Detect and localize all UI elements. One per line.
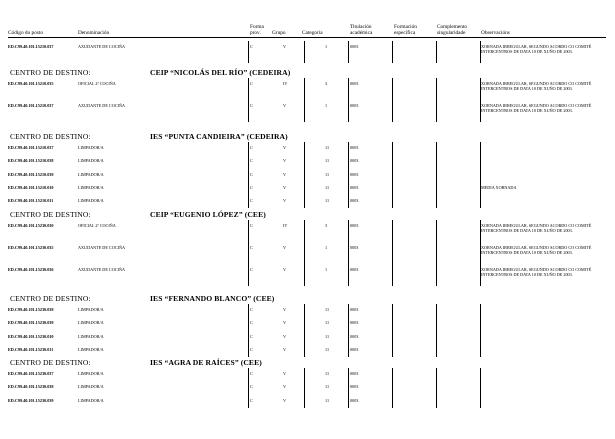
column-rule bbox=[248, 331, 249, 344]
column-rule bbox=[304, 344, 305, 357]
column-rule bbox=[248, 220, 249, 242]
forma-prov: C bbox=[250, 184, 253, 190]
titulacion: 0003 bbox=[350, 158, 359, 164]
denominacion: LIMPADOR/A bbox=[78, 346, 104, 352]
column-rule bbox=[480, 169, 481, 182]
column-rule bbox=[348, 395, 349, 408]
denominacion: LIMPADOR/A bbox=[78, 307, 104, 312]
section-centre-name: IES “AGRA DE RAÍCES” (CEE) bbox=[150, 358, 262, 367]
grupo: V bbox=[283, 371, 287, 376]
column-rule bbox=[248, 368, 249, 381]
column-rule bbox=[392, 182, 393, 195]
titulacion: 0003 bbox=[350, 397, 359, 403]
grupo: V bbox=[283, 384, 287, 390]
posto-code: ED.C99.40.101.15230.030 bbox=[8, 223, 54, 228]
column-rule bbox=[480, 395, 481, 408]
column-rule bbox=[436, 169, 437, 182]
posto-code: ED.C99.40.101.15230.010 bbox=[8, 333, 54, 339]
denominacion: LIMPADOR/A bbox=[78, 198, 104, 204]
column-rule bbox=[304, 41, 305, 63]
column-rule bbox=[348, 155, 349, 168]
column-rule bbox=[392, 304, 393, 317]
section-label: CENTRO DE DESTINO: bbox=[10, 210, 91, 219]
column-rule bbox=[304, 78, 305, 100]
column-rule bbox=[348, 182, 349, 195]
header-forma-line2: prov. bbox=[250, 30, 261, 36]
categoria: 3 bbox=[325, 81, 328, 86]
categoria: 11 bbox=[325, 145, 330, 150]
column-rule bbox=[480, 368, 481, 381]
column-rule bbox=[248, 264, 249, 286]
categoria: 11 bbox=[325, 346, 330, 352]
denominacion: AXUDANTE DE COCIÑA bbox=[78, 245, 125, 250]
forma-prov: C bbox=[250, 307, 253, 312]
observacions: XORNADA IRREGULAR, SEGUNDO ACORDO CO COMITÉ INTERCENTROS DE DATA 10 DE XUÑO DE 2003. bbox=[481, 81, 592, 92]
titulacion: 0003 bbox=[350, 81, 359, 86]
column-rule bbox=[480, 142, 481, 155]
column-rule bbox=[248, 381, 249, 394]
denominacion: AXUDANTE DE COCIÑA bbox=[78, 103, 125, 108]
denominacion: LIMPADOR/A bbox=[78, 333, 104, 339]
section-label: CENTRO DE DESTINO: bbox=[10, 294, 91, 303]
titulacion: 0003 bbox=[350, 307, 359, 312]
column-rule bbox=[480, 195, 481, 208]
column-rule bbox=[480, 317, 481, 330]
grupo: V bbox=[283, 171, 287, 177]
denominacion: AXUDANTE DE COCIÑA bbox=[78, 267, 125, 272]
observacions: XORNADA IRREGULAR, SEGUNDO ACORDO CO COMITÉ INTERCENTROS DE DATA 10 DE XUÑO DE 2003. bbox=[481, 245, 592, 256]
column-rule bbox=[392, 264, 393, 286]
categoria: 1 bbox=[325, 267, 328, 272]
column-rule bbox=[436, 41, 437, 63]
posto-code: ED.C99.40.101.15230.038 bbox=[8, 384, 54, 390]
grupo: V bbox=[283, 158, 287, 164]
titulacion: 0003 bbox=[350, 245, 359, 250]
column-rule bbox=[480, 155, 481, 168]
denominacion: OFICIAL 2ª COCIÑA bbox=[78, 81, 116, 86]
grupo: V bbox=[283, 245, 287, 250]
categoria: 1 bbox=[325, 44, 328, 49]
forma-prov: C bbox=[250, 384, 253, 390]
categoria: 11 bbox=[325, 333, 330, 339]
column-rule bbox=[392, 331, 393, 344]
column-rule bbox=[348, 78, 349, 100]
titulacion: 0003 bbox=[350, 371, 359, 376]
forma-prov: C bbox=[250, 145, 253, 150]
column-rule bbox=[436, 195, 437, 208]
column-rule bbox=[304, 100, 305, 122]
grupo: V bbox=[283, 44, 287, 49]
grupo: V bbox=[283, 103, 287, 108]
column-rule bbox=[304, 220, 305, 242]
forma-prov: C bbox=[250, 333, 253, 339]
column-rule bbox=[436, 395, 437, 408]
grupo: V bbox=[283, 307, 287, 312]
column-rule bbox=[436, 242, 437, 264]
column-rule bbox=[248, 182, 249, 195]
observacions: XORNADA IRREGULAR, SEGUNDO ACORDO CO COMITÉ INTERCENTROS DE DATA 10 DE XUÑO DE 2003. bbox=[481, 103, 592, 114]
forma-prov: C bbox=[250, 320, 253, 326]
posto-code: ED.C99.40.101.15210.011 bbox=[8, 198, 54, 204]
titulacion: 0003 bbox=[350, 44, 359, 49]
column-rule bbox=[248, 344, 249, 357]
posto-code: ED.C99.40.101.15230.036 bbox=[8, 267, 54, 272]
column-rule bbox=[348, 242, 349, 264]
column-rule bbox=[348, 317, 349, 330]
posto-code: ED.C99.40.101.15210.035 bbox=[8, 81, 54, 86]
column-rule bbox=[436, 220, 437, 242]
column-rule bbox=[304, 182, 305, 195]
column-rule bbox=[436, 304, 437, 317]
posto-code: ED.C99.40.101.15230.039 bbox=[8, 320, 54, 326]
column-rule bbox=[304, 304, 305, 317]
observacions: MEDIA XORNADA bbox=[481, 184, 517, 190]
titulacion: 0003 bbox=[350, 223, 359, 228]
denominacion: AXUDANTE DE COCIÑA bbox=[78, 44, 125, 49]
categoria: 11 bbox=[325, 384, 330, 390]
grupo: IV bbox=[283, 81, 288, 86]
categoria: 1 bbox=[325, 103, 328, 108]
column-rule bbox=[436, 182, 437, 195]
column-rule bbox=[392, 100, 393, 122]
column-rule bbox=[392, 220, 393, 242]
column-rule bbox=[248, 242, 249, 264]
denominacion: LIMPADOR/A bbox=[78, 371, 104, 376]
column-rule bbox=[480, 381, 481, 394]
grupo: V bbox=[283, 397, 287, 403]
column-rule bbox=[392, 368, 393, 381]
categoria: 11 bbox=[325, 371, 330, 376]
categoria: 1 bbox=[325, 245, 328, 250]
categoria: 11 bbox=[325, 320, 330, 326]
column-rule bbox=[392, 78, 393, 100]
column-rule bbox=[392, 41, 393, 63]
column-rule bbox=[248, 100, 249, 122]
posto-code: ED.C99.40.101.15210.038 bbox=[8, 158, 54, 164]
categoria: 11 bbox=[325, 198, 330, 204]
header-denominacion: Denominación bbox=[78, 30, 110, 36]
column-rule bbox=[248, 317, 249, 330]
posto-code: ED.C99.40.101.15230.011 bbox=[8, 346, 54, 352]
titulacion: 0003 bbox=[350, 333, 359, 339]
posto-code: ED.C99.40.101.15210.037 bbox=[8, 145, 54, 150]
header-formacion-line2: específica bbox=[394, 30, 416, 36]
header-rule bbox=[8, 37, 606, 38]
denominacion: LIMPADOR/A bbox=[78, 158, 104, 164]
header-codigo: Código do posto bbox=[8, 30, 44, 36]
forma-prov: C bbox=[250, 223, 253, 228]
grupo: V bbox=[283, 145, 287, 150]
forma-prov: C bbox=[250, 245, 253, 250]
titulacion: 0003 bbox=[350, 320, 359, 326]
column-rule bbox=[304, 195, 305, 208]
column-rule bbox=[348, 368, 349, 381]
column-rule bbox=[348, 331, 349, 344]
column-rule bbox=[304, 264, 305, 286]
column-rule bbox=[436, 317, 437, 330]
titulacion: 0003 bbox=[350, 184, 359, 190]
column-rule bbox=[436, 78, 437, 100]
column-rule bbox=[304, 317, 305, 330]
header-complemento-line1: Complemento bbox=[437, 24, 468, 30]
forma-prov: C bbox=[250, 397, 253, 403]
posto-code: ED.C99.40.101.15210.039 bbox=[8, 171, 54, 177]
forma-prov: C bbox=[250, 198, 253, 204]
column-rule bbox=[248, 195, 249, 208]
grupo: V bbox=[283, 346, 287, 352]
denominacion: OFICIAL 2ª COCIÑA bbox=[78, 223, 116, 228]
column-rule bbox=[348, 220, 349, 242]
posto-code: ED.C99.40.101.15210.037 bbox=[8, 103, 54, 108]
column-rule bbox=[348, 41, 349, 63]
titulacion: 0003 bbox=[350, 103, 359, 108]
header-categoria: Categoría bbox=[302, 30, 323, 36]
column-rule bbox=[436, 331, 437, 344]
forma-prov: C bbox=[250, 81, 253, 86]
titulacion: 0003 bbox=[350, 171, 359, 177]
column-rule bbox=[348, 264, 349, 286]
column-rule bbox=[348, 100, 349, 122]
column-rule bbox=[248, 78, 249, 100]
denominacion: LIMPADOR/A bbox=[78, 397, 104, 403]
posto-code: ED.C99.40.101.15210.010 bbox=[8, 184, 54, 190]
column-rule bbox=[348, 344, 349, 357]
column-rule bbox=[480, 344, 481, 357]
forma-prov: C bbox=[250, 158, 253, 164]
titulacion: 0003 bbox=[350, 267, 359, 272]
categoria: 11 bbox=[325, 307, 330, 312]
titulacion: 0003 bbox=[350, 198, 359, 204]
column-rule bbox=[436, 155, 437, 168]
column-rule bbox=[392, 381, 393, 394]
titulacion: 0003 bbox=[350, 346, 359, 352]
column-rule bbox=[304, 331, 305, 344]
column-rule bbox=[304, 242, 305, 264]
forma-prov: C bbox=[250, 171, 253, 177]
column-rule bbox=[392, 242, 393, 264]
posto-code: ED.C99.40.101.15230.039 bbox=[8, 397, 54, 403]
column-rule bbox=[392, 195, 393, 208]
categoria: 11 bbox=[325, 158, 330, 164]
titulacion: 0003 bbox=[350, 145, 359, 150]
column-rule bbox=[248, 155, 249, 168]
section-centre-name: CEIP “NICOLÁS DEL RÍO” (CEDEIRA) bbox=[150, 68, 291, 77]
column-rule bbox=[436, 142, 437, 155]
column-rule bbox=[480, 304, 481, 317]
column-rule bbox=[304, 155, 305, 168]
denominacion: LIMPADOR/A bbox=[78, 171, 104, 177]
forma-prov: C bbox=[250, 371, 253, 376]
column-rule bbox=[248, 395, 249, 408]
column-rule bbox=[392, 142, 393, 155]
column-rule bbox=[392, 344, 393, 357]
denominacion: LIMPADOR/A bbox=[78, 320, 104, 326]
header-titulacion-line1: Titulación bbox=[350, 24, 372, 30]
column-rule bbox=[436, 368, 437, 381]
column-rule bbox=[436, 264, 437, 286]
header-formacion-line1: Formación bbox=[394, 24, 417, 30]
column-rule bbox=[436, 381, 437, 394]
header-forma-line1: Forma bbox=[250, 24, 264, 30]
column-rule bbox=[304, 381, 305, 394]
posto-code: ED.C99.40.101.15230.035 bbox=[8, 245, 54, 250]
column-rule bbox=[304, 169, 305, 182]
column-rule bbox=[348, 142, 349, 155]
column-rule bbox=[436, 100, 437, 122]
header-grupo: Grupo bbox=[272, 30, 286, 36]
denominacion: LIMPADOR/A bbox=[78, 184, 104, 190]
forma-prov: C bbox=[250, 103, 253, 108]
column-rule bbox=[348, 169, 349, 182]
categoria: 3 bbox=[325, 223, 328, 228]
column-rule bbox=[436, 344, 437, 357]
column-rule bbox=[348, 304, 349, 317]
header-complemento-line2: singularidade bbox=[437, 30, 466, 36]
categoria: 11 bbox=[325, 184, 330, 190]
section-centre-name: IES “FERNANDO BLANCO” (CEE) bbox=[150, 294, 275, 303]
column-rule bbox=[304, 142, 305, 155]
observacions: XORNADA IRREGULAR, SEGUNDO ACORDO CO COMITÉ INTERCENTROS DE DATA 10 DE XUÑO DE 2003. bbox=[481, 267, 592, 278]
forma-prov: C bbox=[250, 267, 253, 272]
observacions: XORNADA IRREGULAR, SEGUNDO ACORDO CO COMITÉ INTERCENTROS DE DATA 10 DE XUÑO DE 2003. bbox=[481, 223, 592, 234]
grupo: V bbox=[283, 267, 287, 272]
titulacion: 0003 bbox=[350, 384, 359, 390]
section-label: CENTRO DE DESTINO: bbox=[10, 358, 91, 367]
categoria: 11 bbox=[325, 397, 330, 403]
posto-code: ED.C99.40.101.15230.038 bbox=[8, 307, 54, 312]
header-observacions: Observacións bbox=[481, 30, 510, 36]
column-rule bbox=[348, 195, 349, 208]
column-rule bbox=[304, 368, 305, 381]
grupo: V bbox=[283, 184, 287, 190]
header-titulacion-line2: académica bbox=[350, 30, 373, 36]
column-rule bbox=[392, 317, 393, 330]
section-label: CENTRO DE DESTINO: bbox=[10, 68, 91, 77]
column-rule bbox=[392, 155, 393, 168]
posto-code: ED.C99.40.101.15210.037 bbox=[8, 44, 54, 49]
column-rule bbox=[392, 395, 393, 408]
column-rule bbox=[248, 41, 249, 63]
column-rule bbox=[248, 169, 249, 182]
posto-code: ED.C99.40.101.15230.037 bbox=[8, 371, 54, 376]
column-rule bbox=[304, 395, 305, 408]
grupo: V bbox=[283, 198, 287, 204]
section-centre-name: IES “PUNTA CANDIEIRA” (CEDEIRA) bbox=[150, 132, 288, 141]
column-rule bbox=[248, 304, 249, 317]
categoria: 11 bbox=[325, 171, 330, 177]
section-label: CENTRO DE DESTINO: bbox=[10, 132, 91, 141]
grupo: V bbox=[283, 320, 287, 326]
denominacion: LIMPADOR/A bbox=[78, 384, 104, 390]
denominacion: LIMPADOR/A bbox=[78, 145, 104, 150]
column-rule bbox=[392, 169, 393, 182]
column-rule bbox=[348, 381, 349, 394]
forma-prov: C bbox=[250, 346, 253, 352]
column-rule bbox=[248, 142, 249, 155]
forma-prov: C bbox=[250, 44, 253, 49]
section-centre-name: CEIP “EUGENIO LÓPEZ” (CEE) bbox=[150, 210, 266, 219]
grupo: IV bbox=[283, 223, 288, 228]
observacions: XORNADA IRREGULAR, SEGUNDO ACORDO CO COMITÉ INTERCENTROS DE DATA 10 DE XUÑO DE 2003. bbox=[481, 44, 592, 55]
grupo: V bbox=[283, 333, 287, 339]
column-rule bbox=[480, 331, 481, 344]
